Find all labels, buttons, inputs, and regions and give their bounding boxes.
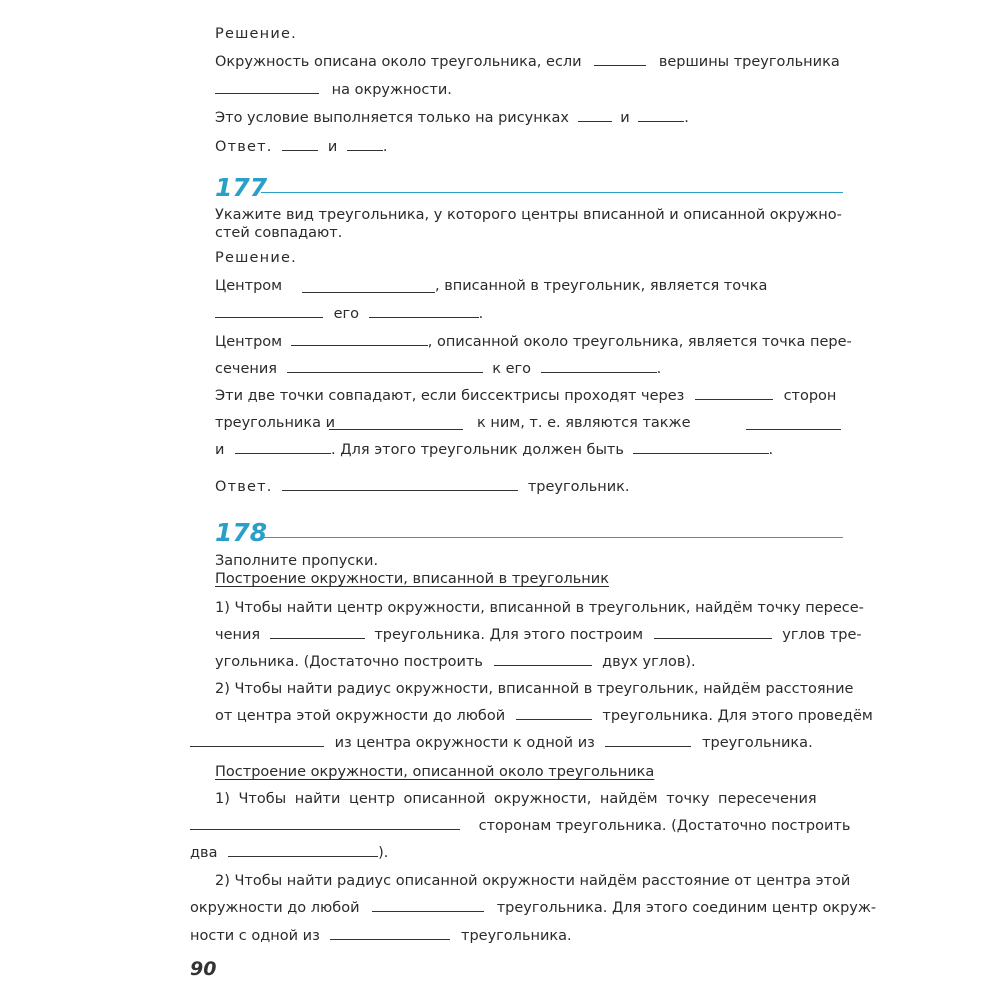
header-rule [261, 537, 843, 538]
text-line: 1) Чтобы найти центр окружности, вписанной в треугольник, найдём точку пересе- [215, 600, 864, 616]
blank-field[interactable] [329, 417, 463, 430]
blank-field[interactable] [695, 387, 773, 400]
text-fragment: треугольника и [215, 415, 336, 431]
text-line: 2) Чтобы найти радиус окружности, вписанной в треугольник, найдём расстояние [215, 681, 854, 697]
text-fragment: и [327, 139, 338, 155]
answer-label: Ответ. [215, 479, 273, 495]
exercise-number: 178 [215, 518, 268, 547]
text-fragment: Окружность описана около треугольника, если [215, 54, 582, 70]
blank-field[interactable] [372, 899, 484, 912]
answer-label: Ответ. [215, 139, 273, 155]
exercise-header-178 [215, 518, 843, 548]
text-fragment: . [768, 442, 774, 458]
text-fragment: сторон [783, 388, 837, 404]
blank-field[interactable] [330, 927, 450, 940]
solution-label-177: Решение. [215, 250, 297, 266]
text-line [215, 333, 852, 351]
blank-field[interactable] [215, 81, 319, 94]
text-fragment: чения [215, 627, 261, 643]
exercise-number: 177 [215, 173, 268, 202]
text-fragment: ). [378, 845, 389, 861]
task-line: Заполните пропуски. [215, 553, 379, 569]
text-fragment: угольника. (Достаточно построить [215, 654, 483, 670]
blank-field[interactable] [369, 305, 479, 318]
text-line [190, 734, 813, 752]
exercise-header-177 [215, 173, 843, 203]
text-fragment: треугольника. [461, 928, 572, 944]
blank-field[interactable] [605, 734, 691, 747]
text-line [215, 305, 483, 323]
text-line: 2) Чтобы найти радиус описанной окружности найдём расстояние от центра этой [215, 873, 851, 889]
text-line [190, 844, 388, 862]
blank-field[interactable] [633, 441, 769, 454]
text-fragment: . [684, 110, 689, 126]
text-fragment: и [620, 110, 630, 126]
text-fragment: Это условие выполняется только на рисунках [215, 110, 569, 126]
blank-field[interactable] [291, 333, 428, 346]
task-line: Укажите вид треугольника, у которого центры вписанной и описанной окружно- [215, 207, 842, 223]
blank-field[interactable] [494, 653, 592, 666]
text-fragment: . Для этого треугольник должен быть [331, 442, 624, 458]
text-fragment: его [333, 306, 360, 322]
blank-field[interactable] [282, 478, 518, 491]
text-line [190, 817, 850, 835]
text-fragment: к ним, т. е. являются также [477, 415, 691, 431]
subheading-circumscribed: Построение окружности, описанной около треугольника [215, 764, 655, 780]
text-fragment: из центра окружности к одной из [334, 735, 595, 751]
text-fragment: от центра этой окружности до любой [215, 708, 506, 724]
text-line [215, 707, 873, 725]
text-line [215, 360, 661, 378]
text-fragment: . [656, 361, 662, 377]
text-fragment: сечения [215, 361, 278, 377]
blank-field[interactable] [541, 360, 657, 373]
text-line [215, 626, 862, 644]
text-line [215, 441, 773, 459]
text-line [215, 109, 689, 127]
blank-field[interactable] [215, 305, 323, 318]
text-fragment: двух углов). [602, 654, 696, 670]
text-fragment: . [478, 306, 484, 322]
blank-field[interactable] [228, 844, 378, 857]
text-line [215, 653, 696, 671]
blank-field[interactable] [347, 138, 383, 151]
blank-field[interactable] [302, 280, 435, 293]
text-fragment: и [215, 442, 225, 458]
solution-label-176: Решение. [215, 26, 297, 42]
blank-field[interactable] [594, 53, 646, 66]
blank-field[interactable] [578, 109, 612, 122]
text-fragment: . [382, 139, 388, 155]
blank-field[interactable] [746, 417, 841, 430]
blank-field[interactable] [516, 707, 592, 720]
text-line [190, 927, 572, 945]
blank-field[interactable] [190, 817, 460, 830]
text-fragment: Центром [215, 278, 283, 294]
subheading-inscribed: Построение окружности, вписанной в треугольник [215, 571, 609, 587]
text-fragment: два [190, 845, 218, 861]
text-fragment: треугольника. Для этого проведём [602, 708, 873, 724]
text-fragment: , вписанной в треугольник, является точка [435, 278, 768, 294]
answer-line-176 [215, 138, 387, 156]
task-line: стей совпадают. [215, 225, 343, 241]
page-number: 90 [190, 958, 217, 980]
blank-field[interactable] [282, 138, 318, 151]
header-rule [261, 192, 843, 193]
text-fragment: Эти две точки совпадают, если биссектрисы проходят через [215, 388, 685, 404]
text-line [215, 81, 452, 99]
text-fragment: треугольника. Для этого построим [374, 627, 644, 643]
text-line [190, 899, 876, 917]
text-line [215, 53, 840, 71]
text-fragment: к его [492, 361, 532, 377]
blank-field[interactable] [638, 109, 684, 122]
text-line: 1) Чтобы найти центр описанной окружности, найдём точку пересечения [215, 791, 817, 807]
blank-field[interactable] [287, 360, 483, 373]
text-fragment: треугольника. [702, 735, 813, 751]
text-fragment: окружности до любой [190, 900, 360, 916]
blank-field[interactable] [190, 734, 324, 747]
text-fragment: сторонам треугольника. (Достаточно построить [478, 818, 851, 834]
blank-field[interactable] [270, 626, 365, 639]
text-fragment: , описанной около треугольника, является точка пере- [427, 334, 852, 350]
text-fragment: Центром [215, 334, 283, 350]
text-line [215, 387, 836, 405]
blank-field[interactable] [235, 441, 331, 454]
text-fragment: треугольника. Для этого соединим центр окруж- [496, 900, 877, 916]
text-fragment: треугольник. [527, 479, 630, 495]
text-fragment: вершины треугольника [658, 54, 840, 70]
text-fragment: углов тре- [782, 627, 862, 643]
text-fragment: на окружности. [331, 82, 452, 98]
text-fragment: ности с одной из [190, 928, 320, 944]
answer-line-177 [215, 478, 630, 496]
blank-field[interactable] [654, 626, 772, 639]
